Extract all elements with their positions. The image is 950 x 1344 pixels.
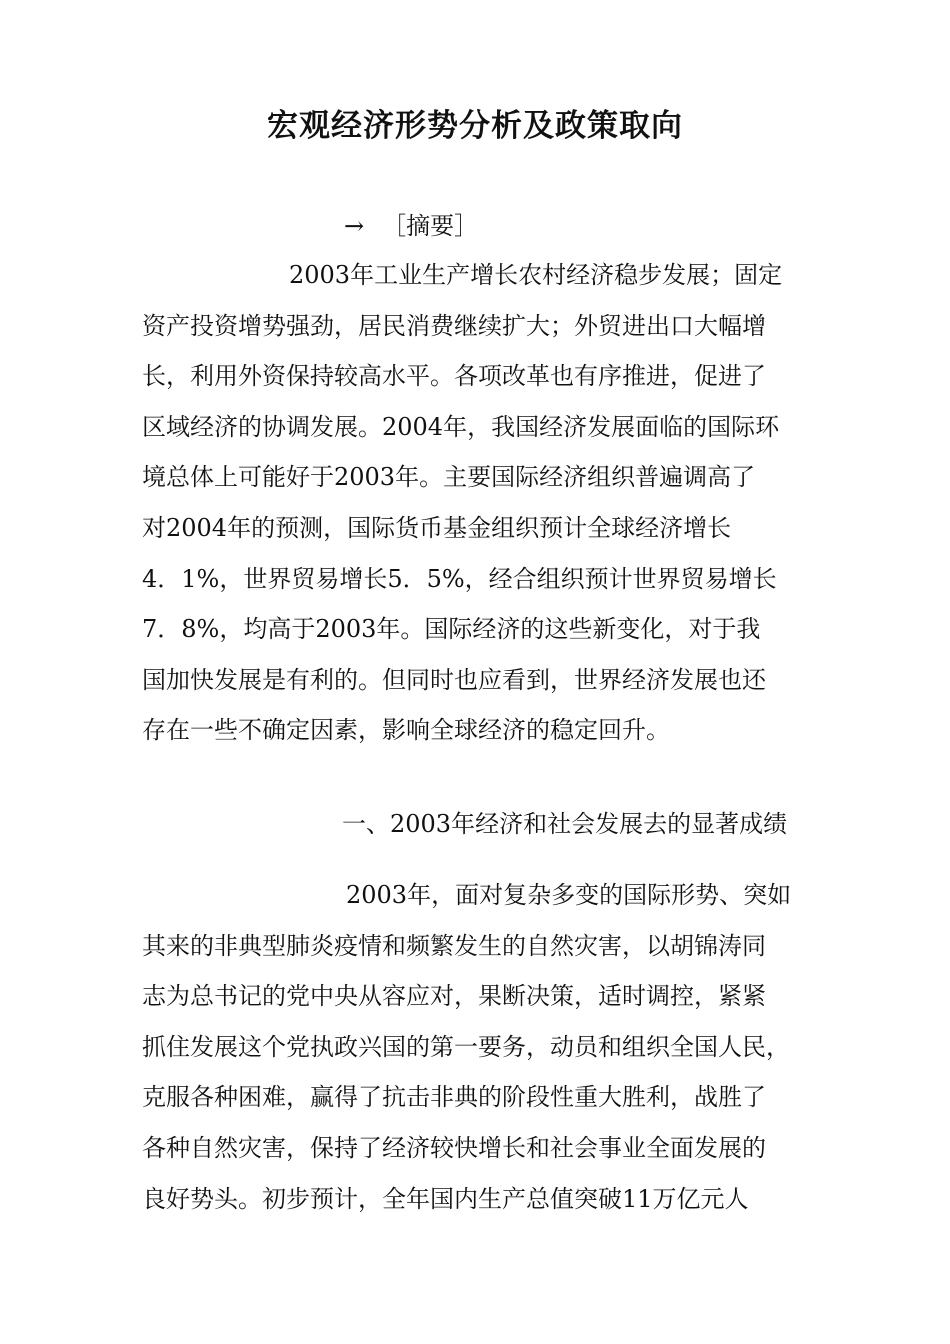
paragraph-line: 对2004年的预测，国际货币基金组织预计全球经济增长 — [142, 513, 732, 542]
paragraph-line: 其来的非典型肺炎疫情和频繁发生的自然灾害，以胡锦涛同 — [142, 931, 766, 960]
arrow-right-icon: → — [344, 212, 365, 240]
paragraph-line: 抓住发展这个党执政兴国的第一要务，动员和组织全国人民， — [142, 1032, 790, 1061]
paragraph-line: 存在一些不确定因素，影响全球经济的稳定回升。 — [142, 716, 670, 745]
paragraph-line: 长，利用外资保持较高水平。各项改革也有序推进，促进了 — [142, 362, 766, 391]
paragraph-line: 2003年，面对复杂多变的国际形势、突如 — [346, 881, 792, 909]
paragraph-line: 7．8%，均高于2003年。国际经济的这些新变化，对于我 — [142, 615, 761, 644]
section-paragraph — [142, 870, 826, 1224]
paragraph-line: 克服各种困难，赢得了抗击非典的阶段性重大胜利，战胜了 — [142, 1083, 766, 1112]
paragraph-line: 良好势头。初步预计，全年国内生产总值突破11万亿元人 — [142, 1184, 749, 1213]
section-heading: 一、2003年经济和社会发展去的显著成绩 — [342, 810, 788, 838]
paragraph-line: 国加快发展是有利的。但同时也应看到，世界经济发展也还 — [142, 665, 766, 694]
paragraph-line: 4．1%，世界贸易增长5．5%，经合组织预计世界贸易增长 — [142, 564, 777, 593]
paragraph-line: 志为总书记的党中央从容应对，果断决策，适时调控，紧紧 — [142, 982, 766, 1011]
paragraph-line: 2003年工业生产增长农村经济稳步发展；固定 — [289, 261, 783, 289]
paragraph-line: 区域经济的协调发展。2004年，我国经济发展面临的国际环 — [142, 412, 780, 441]
paragraph-line: 资产投资增势强劲，居民消费继续扩大；外贸进出口大幅增 — [142, 311, 766, 340]
abstract-paragraph — [142, 250, 826, 756]
paragraph-line: 各种自然灾害，保持了经济较快增长和社会事业全面发展的 — [142, 1133, 766, 1162]
page-title: 宏观经济形势分析及政策取向 — [267, 108, 683, 144]
paragraph-line: 境总体上可能好于2003年。主要国际经济组织普遍调高了 — [142, 463, 756, 492]
abstract-label: ［摘要］ — [382, 212, 479, 240]
abstract-heading — [344, 204, 478, 248]
